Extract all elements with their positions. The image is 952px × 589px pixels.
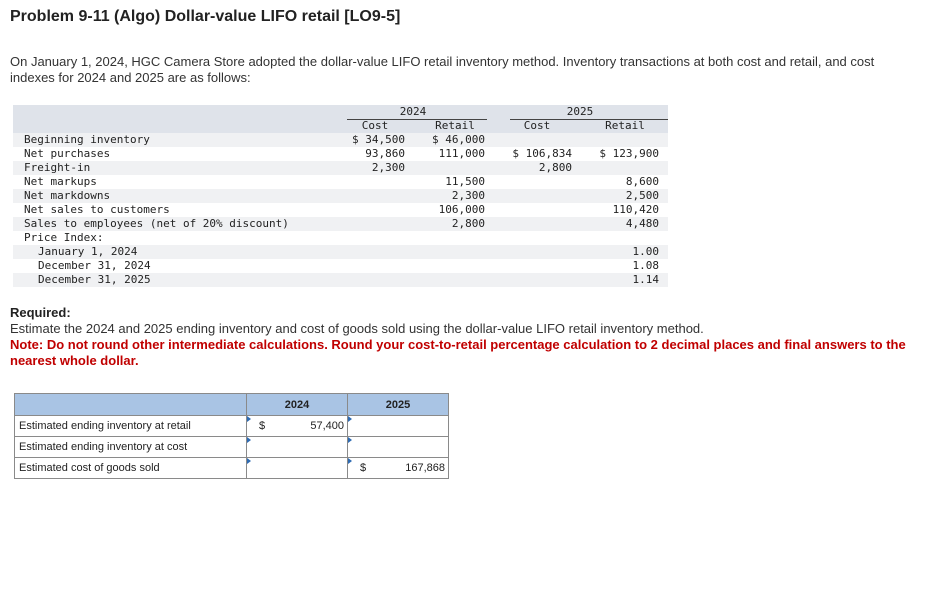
row-label: Net purchases	[24, 147, 111, 160]
retail-2024-value: 11,500	[445, 175, 485, 188]
retail-2025-value: 110,420	[612, 203, 659, 216]
cost-2024-value: 93,860	[365, 147, 405, 160]
input-marker-icon	[348, 416, 352, 422]
retail-2024-value: 2,800	[451, 217, 485, 230]
answer-header-blank	[15, 394, 247, 416]
input-marker-icon	[247, 458, 251, 464]
answer-row-label: Estimated ending inventory at retail	[15, 416, 247, 437]
answer-cell-2024[interactable]	[247, 458, 348, 479]
required-text: Estimate the 2024 and 2025 ending inventory and cost of goods sold using the dollar-value LIFO retail inventory method.	[10, 321, 704, 336]
retail-2025-value: 1.00	[632, 245, 659, 258]
retail-2024-value: 111,000	[438, 147, 485, 160]
retail-2025-value: 4,480	[625, 217, 659, 230]
row-label: December 31, 2025	[38, 273, 151, 286]
input-marker-icon	[247, 416, 251, 422]
year-header-2025: 2025	[566, 105, 594, 118]
answer-row-label: Estimated ending inventory at cost	[15, 437, 247, 458]
retail-2025-value: 1.14	[632, 273, 659, 286]
year-header-2024: 2024	[399, 105, 427, 118]
answer-cell-2024[interactable]	[247, 437, 348, 458]
retail-2025-value: 8,600	[625, 175, 659, 188]
col-header-retail-2025: Retail	[605, 119, 645, 132]
col-header-cost-2025: Cost	[523, 119, 551, 132]
rounding-note: Note: Do not round other intermediate calculations. Round your cost-to-retail percentage calculation to 2 decimal places and final answers to the nearest whole dollar.	[10, 337, 906, 368]
cost-2025-value: 2,800	[538, 161, 572, 174]
input-marker-icon	[348, 437, 352, 443]
dollar-sign: $	[259, 420, 266, 432]
retail-2024-value: $ 46,000	[432, 133, 485, 146]
required-section	[10, 305, 910, 337]
problem-title: Problem 9-11 (Algo) Dollar-value LIFO retail [LO9-5]	[10, 8, 401, 25]
retail-2024-value: 2,300	[451, 189, 485, 202]
input-marker-icon	[247, 437, 251, 443]
retail-2025-value: 1.08	[632, 259, 659, 272]
row-label: Freight-in	[24, 161, 91, 174]
row-label: Net markdowns	[24, 189, 111, 202]
row-label: Beginning inventory	[24, 133, 150, 146]
answer-cell-2025[interactable]	[348, 458, 449, 479]
answer-header-2025: 2025	[348, 394, 449, 416]
retail-2025-value: $ 123,900	[599, 147, 659, 160]
dollar-sign: $	[360, 462, 367, 474]
required-label: Required:	[10, 305, 71, 320]
retail-2024-value: 106,000	[438, 203, 485, 216]
row-label: January 1, 2024	[38, 245, 138, 258]
cost-2024-value: $ 34,500	[352, 133, 405, 146]
col-header-cost-2024: Cost	[361, 119, 389, 132]
input-marker-icon	[348, 458, 352, 464]
retail-2025-value: 2,500	[625, 189, 659, 202]
answer-cell-2025[interactable]	[348, 437, 449, 458]
row-label: Price Index:	[24, 231, 104, 244]
answer-cell-2025[interactable]	[348, 416, 449, 437]
answer-row-label: Estimated cost of goods sold	[15, 458, 247, 479]
row-label: Net markups	[24, 175, 97, 188]
answer-cell-2024[interactable]	[247, 416, 348, 437]
cost-2024-value: 2,300	[371, 161, 405, 174]
cost-2025-value: $ 106,834	[512, 147, 572, 160]
row-label: Net sales to customers	[24, 203, 170, 216]
answer-input-2024[interactable]: 57,400	[310, 420, 344, 432]
answer-header-2024: 2024	[247, 394, 348, 416]
row-label: Sales to employees (net of 20% discount)	[24, 217, 289, 230]
answer-grid	[14, 393, 449, 479]
answer-input-2025[interactable]: 167,868	[405, 462, 445, 474]
inventory-data-table	[13, 105, 668, 289]
col-header-retail-2024: Retail	[435, 119, 475, 132]
intro-text: On January 1, 2024, HGC Camera Store adopted the dollar-value LIFO retail inventory method. Inventory transactions at both cost and retail, and cost indexes for 2024 and 2025 are as follows:	[10, 54, 875, 85]
row-label: December 31, 2024	[38, 259, 151, 272]
